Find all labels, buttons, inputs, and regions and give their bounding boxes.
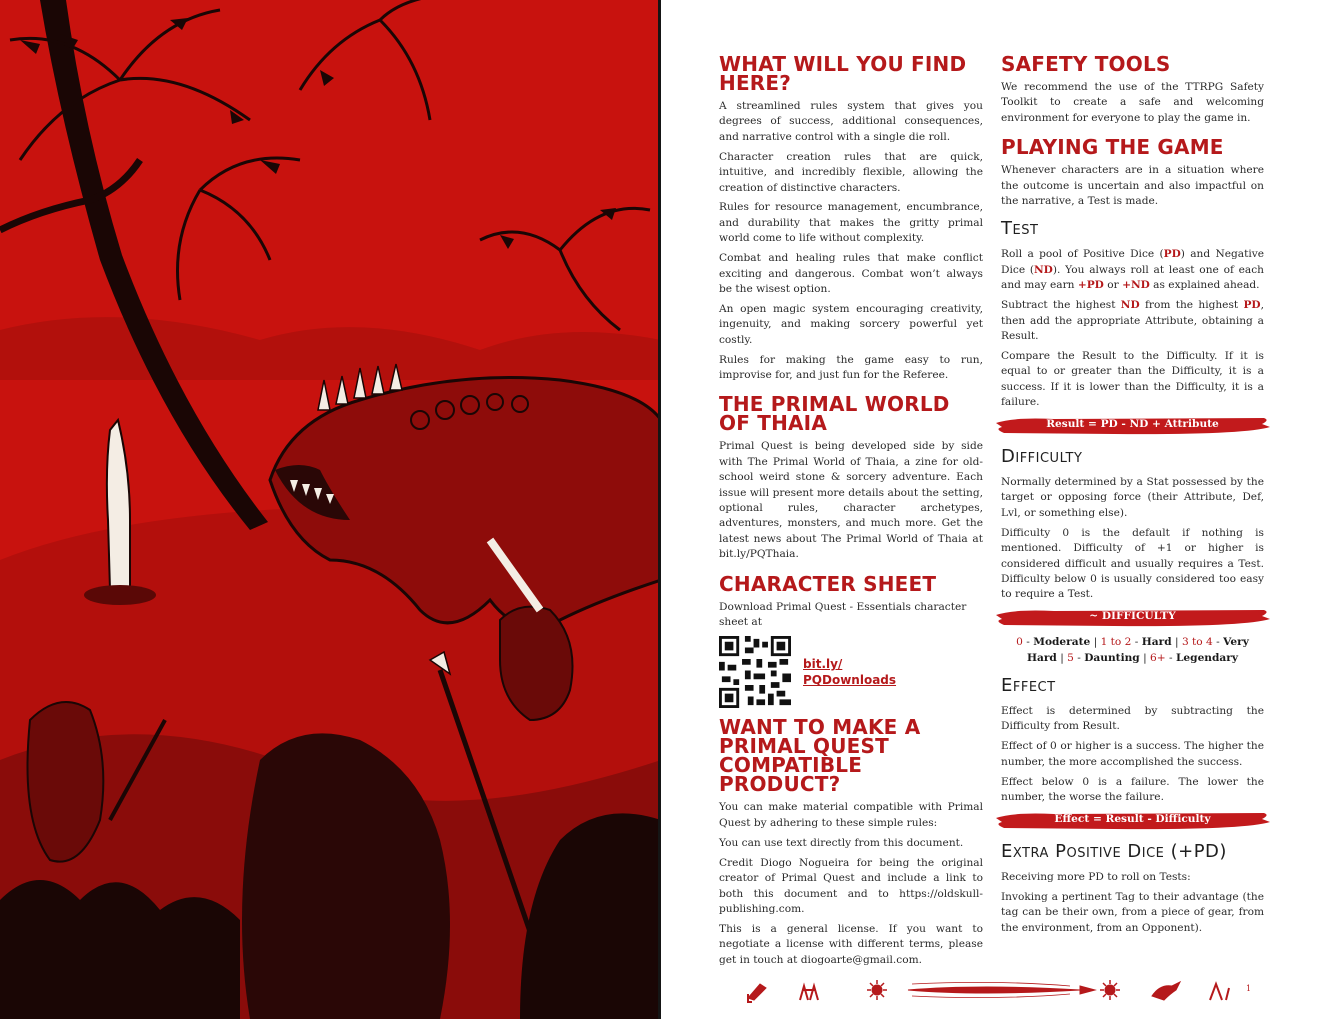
- playing-paragraph: Whenever characters are in a situation where the outcome is uncertain and also impactful on the narrative, a Test is made.: [1001, 164, 1264, 208]
- world-title: THE PRIMAL WORLD OF THAIA: [719, 392, 950, 436]
- what-paragraph: Character creation rules that are quick, intuitive, and incredibly flexible, allowing the creation of distinctive characters.: [719, 150, 983, 194]
- pd-term: PD: [1243, 299, 1261, 312]
- test-text: Roll a pool of Positive Dice (: [1001, 248, 1164, 261]
- hunters-icon: [800, 986, 818, 1000]
- scale-label: Very Hard: [1026, 636, 1249, 664]
- compatible-section: [719, 715, 983, 968]
- scale-range: 5: [1067, 651, 1074, 664]
- scale-label: Daunting: [1084, 651, 1140, 664]
- test-text: ) and Negative Dice (: [1001, 248, 1264, 276]
- what-paragraph: Rules for resource management, encumbrance, and durability that makes the gritty primal world come to life without complexity.: [719, 201, 983, 245]
- what-title: WHAT WILL YOU FIND HERE?: [719, 52, 967, 95]
- result-formula-banner: [994, 415, 1271, 437]
- what-section: [719, 52, 983, 383]
- qr-code-icon[interactable]: [719, 636, 791, 708]
- test-paragraph: Compare the Result to the Difficulty. If it is equal to or greater than the Difficulty, it is a success. If it is lower than the Difficulty, it is a failure.: [1001, 349, 1264, 409]
- difficulty-paragraph: Normally determined by a Stat possessed by the target or opposing force (their Attribute, Def, Lvl, or something else).: [1001, 476, 1264, 519]
- left-text-column: [719, 52, 983, 980]
- playing-section: [1001, 135, 1264, 209]
- test-text: from the highest: [1139, 299, 1244, 312]
- nd-term: ND: [1034, 263, 1053, 276]
- effect-paragraph: Effect of 0 or higher is a success. The higher the number, the more accomplished the success.: [1001, 740, 1264, 768]
- playing-title: PLAYING THE GAME: [1001, 135, 1224, 160]
- difficulty-heading: Difficulty: [1001, 446, 1083, 467]
- page-number: 1: [1246, 984, 1252, 993]
- nd-term: ND: [1120, 299, 1140, 312]
- scale-label: Moderate: [1033, 636, 1091, 649]
- safety-section: [1001, 52, 1264, 126]
- test-text: or: [1103, 279, 1123, 292]
- character-sheet-section: [719, 571, 983, 709]
- effect-formula-banner: [994, 810, 1271, 832]
- what-paragraph: Rules for making the game easy to run, improvise for, and just fun for the Referee.: [719, 353, 983, 381]
- scale-range: 6+: [1150, 651, 1166, 664]
- scale-label: Legendary: [1175, 651, 1239, 664]
- compatible-title: WANT TO MAKE A PRIMAL QUEST COMPATIBLE PRODUCT?: [719, 715, 921, 797]
- effect-formula: Effect = Result - Difficulty: [1054, 813, 1211, 825]
- extra-pd-paragraph: Receiving more PD to roll on Tests:: [1001, 871, 1191, 883]
- test-text: as explained ahead.: [1149, 279, 1260, 292]
- scale-label: Hard: [1141, 636, 1172, 649]
- world-section: [719, 392, 983, 562]
- spear-icon: [908, 982, 1095, 997]
- test-paragraph: [1001, 298, 1264, 344]
- compatible-paragraph: You can use text directly from this document.: [719, 836, 964, 849]
- footer-ornament: [740, 970, 1260, 1010]
- download-row: [719, 636, 983, 708]
- difficulty-scale: 0 - Moderate | 1 to 2 - Hard | 3 to 4 - Very Hard | 5 - Daunting | 6+ - Legendary: [1016, 636, 1249, 664]
- plus-nd-term: +ND: [1122, 279, 1150, 292]
- scale-range: 0: [1016, 636, 1023, 649]
- plus-pd-term: +PD: [1077, 279, 1104, 292]
- downloads-link[interactable]: [803, 656, 896, 688]
- compatible-paragraph: Credit Diogo Nogueira for being the original creator of Primal Quest and include a link to both this document and to https://oldskull-publishing.com.: [719, 856, 983, 915]
- what-paragraph: Combat and healing rules that make conflict exciting and dangerous. Combat won’t always be the wisest option.: [719, 252, 983, 295]
- extra-pd-paragraph: Invoking a pertinent Tag to their advantage (the tag can be their own, from a piece of gear, from the environment, from an Opponent).: [1001, 890, 1264, 934]
- downloads-link-line1: bit.ly/: [803, 657, 843, 672]
- test-paragraph: [1001, 247, 1264, 293]
- effect-paragraph: Effect is determined by subtracting the Difficulty from Result.: [1001, 705, 1264, 733]
- what-paragraph: An open magic system encouraging creativity, ingenuity, and making sorcery powerful yet costly.: [719, 302, 983, 346]
- right-text-column: [1001, 52, 1264, 941]
- page-spine: [658, 0, 661, 1019]
- test-heading: Test: [1001, 218, 1039, 240]
- effect-heading: Effect: [1001, 675, 1056, 697]
- extra-pd-heading: Extra Positive Dice (+PD): [1001, 841, 1227, 862]
- dinosaur-icon: [1152, 982, 1180, 1000]
- difficulty-banner: [994, 607, 1271, 629]
- pd-term: PD: [1163, 248, 1181, 261]
- effect-paragraph: Effect below 0 is a failure. The lower the number, the worse the failure.: [1001, 775, 1264, 804]
- world-paragraph: Primal Quest is being developed side by side with The Primal World of Thaia, a zine for old-school weird stone & sorcery adventure. Each issue will present more details about the setting, optional rules, character archetypes, adventures, monsters, and much more. Get the latest news about The Primal World of Thaia at bit.ly/PQThaia.: [719, 440, 983, 561]
- shaman-icon: [1210, 984, 1229, 1000]
- test-text: ). You always roll at least one of each and may earn: [1001, 263, 1264, 292]
- horn-icon: [748, 984, 766, 1002]
- downloads-link-line2: PQDownloads: [803, 673, 897, 688]
- safety-title: SAFETY TOOLS: [1001, 52, 1171, 76]
- sun-icon: [1100, 980, 1120, 1000]
- test-text: , then add the appropriate Attribute, obtaining a Result.: [1001, 299, 1264, 342]
- safety-paragraph: We recommend the use of the TTRPG Safety Toolkit to create a safe and welcoming environment for everyone to play the game in.: [1001, 81, 1264, 124]
- compatible-paragraph: You can make material compatible with Primal Quest by adhering to these simple rules:: [719, 801, 983, 829]
- what-paragraph: A streamlined rules system that gives you degrees of success, additional consequences, and narrative control with a single die roll.: [719, 100, 983, 143]
- character-sheet-paragraph: Download Primal Quest - Essentials character sheet at: [719, 600, 967, 629]
- compatible-paragraph: This is a general license. If you want to negotiate a license with different terms, please get in touch at diogoarte@gmail.com.: [719, 922, 983, 966]
- sun-icon: [867, 980, 887, 1000]
- result-formula: Result = PD - ND + Attribute: [1046, 418, 1219, 430]
- scale-range: 1 to 2: [1100, 636, 1132, 649]
- difficulty-paragraph: Difficulty 0 is the default if nothing is mentioned. Difficulty of +1 or higher is considered difficult and usually requires a Test. Difficulty below 0 is usually considered too easy to require a Test.: [1001, 526, 1264, 601]
- test-text: Subtract the highest: [1001, 299, 1121, 312]
- character-sheet-title: CHARACTER SHEET: [719, 571, 937, 596]
- scale-range: 3 to 4: [1181, 636, 1213, 649]
- difficulty-banner-label: ~ DIFFICULTY: [1089, 610, 1176, 623]
